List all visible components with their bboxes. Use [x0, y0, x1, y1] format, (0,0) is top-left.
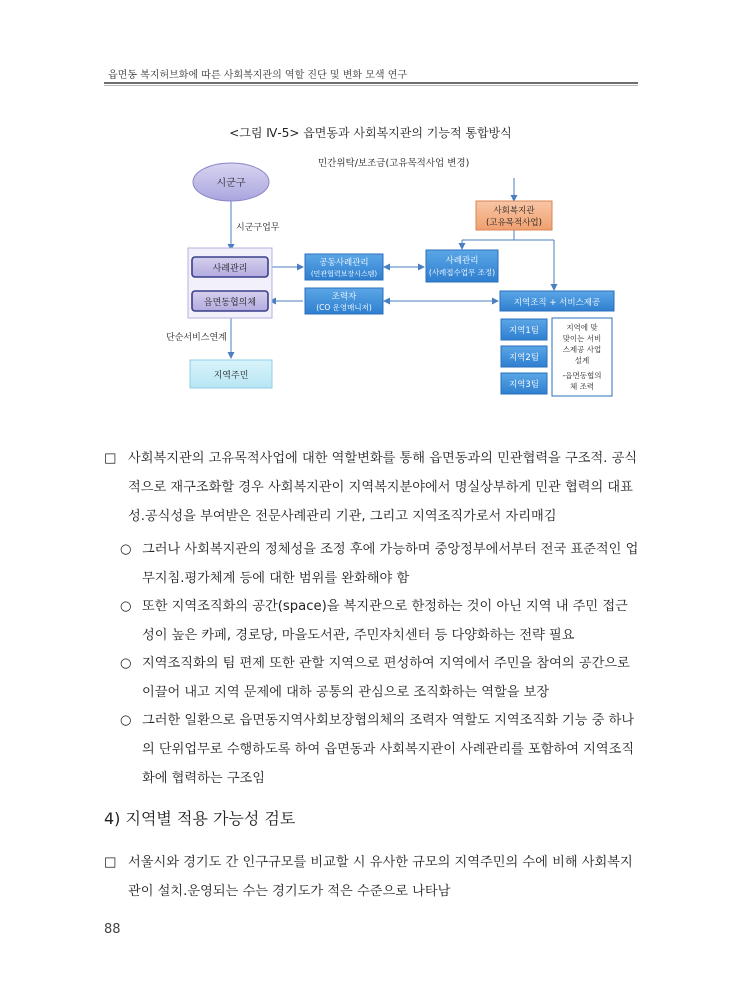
- paragraph-main-2: [104, 848, 640, 906]
- page-number: 88: [104, 922, 121, 937]
- sigungu-label: 시군구: [216, 178, 246, 189]
- paragraph-text: 사회복지관의 고유목적사업에 대한 역할변화를 통해 읍면동과의 민관협력을 구조적. 공식적으로 재구조화할 경우 사회복지관이 지역복지분야에서 명실상부하게 민관 협력의 대표성.공식성을 부여받은 전문사례관리 기관, 그리고 지역조직가로서 자리매김: [128, 451, 638, 524]
- coordinator-line1: 조력자: [331, 292, 357, 302]
- paragraph-sub-4: [120, 706, 640, 793]
- coordinator-line2: (CO 운영매니저): [316, 303, 372, 312]
- note-line6: 체 조력: [569, 382, 595, 391]
- case-mgmt-line1: 사례관리: [445, 256, 479, 266]
- paragraph-text: 지역조직화의 팀 편제 또한 관할 지역으로 편성하여 지역에서 주민을 참여의 공간으로 이끌어 내고 지역 문제에 대하 공통의 관심으로 조직화하는 역할을 보장: [142, 656, 630, 700]
- paragraph-text: 서울시와 경기도 간 인구규모를 비교할 시 유사한 규모의 지역주민의 수에 비해 사회복지관이 설치.운영되는 수는 경기도가 적은 수준으로 나타남: [128, 855, 633, 899]
- figure-caption: <그림 Ⅳ-5> 읍면동과 사회복지관의 기능적 통합방식: [229, 126, 512, 140]
- paragraph-text: 그러나 사회복지관의 정체성을 조정 후에 가능하며 중앙정부에서부터 전국 표준적인 업무지침.평가체계 등에 대한 범위를 완화해야 함: [142, 542, 639, 586]
- circle-bullet: ○: [120, 542, 132, 557]
- residents-label: 지역주민: [213, 371, 249, 381]
- community-org-label: 지역조직 + 서비스제공: [513, 298, 601, 308]
- circle-bullet: ○: [120, 599, 132, 614]
- integration-diagram: [0, 0, 741, 420]
- paragraph-main-1: [104, 444, 640, 531]
- paragraph-sub-3: [120, 649, 640, 707]
- paragraph-text: 그러한 일환으로 읍면동지역사회보장협의체의 조력자 역할도 지역조직화 기능 중 하나의 단위업무로 수행하도록 하여 읍면동과 사회복지관이 사례관리를 포함하여 지역조직화에 협력하는 구조임: [142, 713, 635, 786]
- region-team-2-label: 지역2팀: [508, 353, 540, 363]
- note-line5: -읍면동협의: [562, 371, 602, 380]
- simple-service-label: 단순서비스연계: [166, 333, 227, 343]
- square-bullet: □: [104, 855, 117, 870]
- note-line2: 맞이는 서비: [562, 334, 602, 343]
- paragraph-text: 또한 지역조직화의 공간(space)을 복지관으로 한정하는 것이 아닌 지역 내 주민 접근성이 높은 카페, 경로당, 마을도서관, 주민자치센터 등 다양화하는 전략 필요: [142, 599, 628, 643]
- running-header: 읍면동 복지허브화에 따른 사회복지관의 역할 진단 및 변화 모색 연구: [108, 70, 408, 81]
- note-line3: 스제공 사업: [562, 345, 602, 354]
- top-note: 민간위탁/보조금(고유목적사업 변경): [318, 158, 470, 169]
- sarye-label: 사례관리: [212, 264, 248, 274]
- welfare-center-line2: (고유목적사업): [486, 218, 542, 228]
- paragraph-sub-1: [120, 535, 640, 593]
- paragraph-sub-2: [120, 592, 640, 650]
- region-team-3-label: 지역3팀: [508, 380, 540, 390]
- circle-bullet: ○: [120, 713, 132, 728]
- region-team-1-label: 지역1팀: [508, 326, 540, 336]
- square-bullet: □: [104, 451, 117, 466]
- joint-case-line1: 공동사례관리: [319, 258, 369, 268]
- hyeobui-label: 읍면동협의체: [203, 298, 257, 308]
- case-mgmt-node: [426, 250, 498, 282]
- sigungu-duty-label: 시군구업무: [236, 223, 280, 233]
- welfare-center-line1: 사회복지관: [493, 206, 535, 216]
- circle-bullet: ○: [120, 656, 132, 671]
- case-mgmt-line2: (사례접수업무 조정): [428, 268, 496, 277]
- joint-case-line2: (민관협력보장시스템): [310, 270, 378, 278]
- note-line1: 지역에 맞: [566, 323, 598, 332]
- section-heading: 4) 지역별 적용 가능성 검토: [104, 809, 296, 828]
- note-line4: 설계: [574, 356, 590, 365]
